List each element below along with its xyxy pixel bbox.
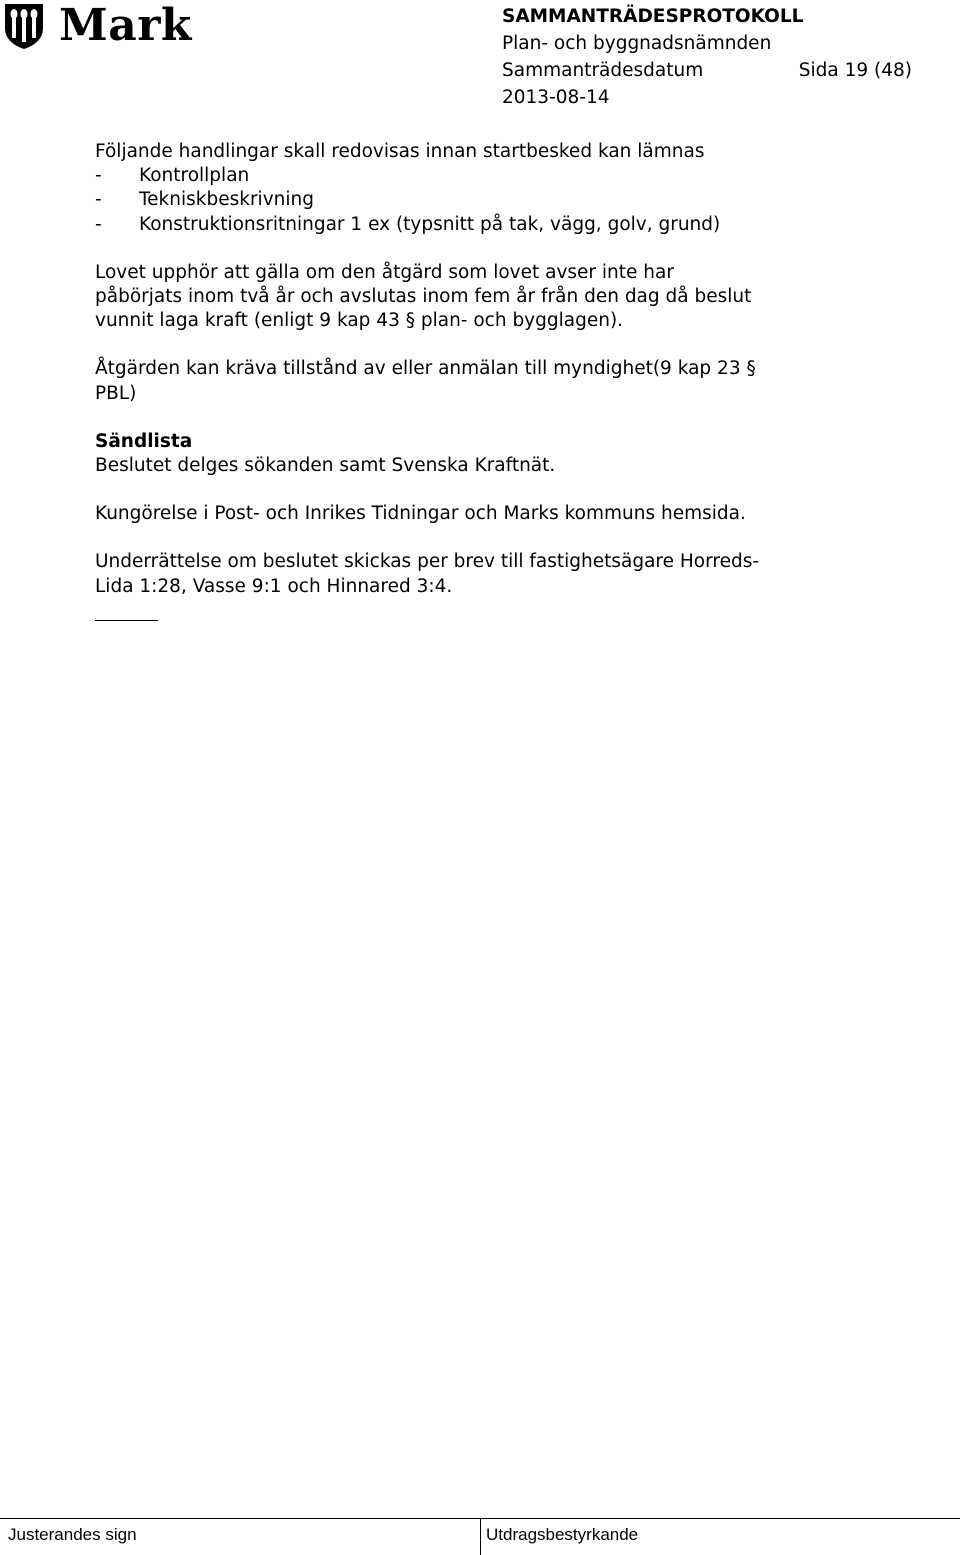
list-item (95, 164, 815, 188)
meeting-date: 2013-08-14 (502, 87, 610, 108)
required-documents-paragraph (95, 140, 815, 237)
list-item-text: Tekniskbeskrivning (139, 189, 314, 211)
announcement-paragraph (95, 502, 815, 526)
page-number: Sida 19 (48) (798, 60, 912, 81)
text-line: Lida 1:28, Vasse 9:1 och Hinnared 3:4. (95, 575, 453, 597)
permit-validity-paragraph (95, 261, 815, 334)
list-item-text: Kontrollplan (139, 165, 250, 187)
required-documents-intro: Följande handlingar skall redovisas innan startbesked kan lämnas (95, 141, 705, 162)
coat-of-arms-icon (3, 2, 45, 50)
document-body (95, 140, 815, 623)
document-type: SAMMANTRÄDESPROTOKOLL (502, 6, 804, 27)
text-line: Kungörelse i Post- och Inrikes Tidningar och Marks kommuns hemsida. (95, 503, 746, 525)
text-line: vunnit laga kraft (enligt 9 kap 43 § plan- och bygglagen). (95, 310, 624, 332)
footer-divider (480, 1519, 481, 1555)
meeting-date-label: Sammanträdesdatum (502, 60, 704, 81)
list-item (95, 188, 815, 212)
list-dash: - (95, 213, 102, 235)
text-line: Åtgärden kan kräva tillstånd av eller anmälan till myndighet(9 kap 23 § (95, 358, 756, 380)
text-line: Underrättelse om beslutet skickas per brev till fastighetsägare Horreds- (95, 551, 760, 573)
text-line: Lovet upphör att gälla om den åtgärd som lovet avser inte har (95, 261, 674, 283)
list-item-text: Konstruktionsritningar 1 ex (typsnitt på tak, vägg, golv, grund) (139, 213, 721, 235)
permit-notice-paragraph (95, 357, 815, 405)
municipality-logo (3, 2, 192, 50)
committee-name: Plan- och byggnadsnämnden (502, 33, 772, 54)
distribution-list-section (95, 430, 815, 478)
logo-wordmark: Mark (59, 0, 192, 51)
signature-footer (0, 1518, 960, 1555)
list-dash: - (95, 189, 102, 211)
notification-paragraph (95, 550, 815, 598)
end-of-section-rule (95, 620, 158, 621)
document-header (502, 3, 912, 111)
distribution-list-heading: Sändlista (95, 430, 193, 452)
header-date-row (502, 57, 912, 84)
text-line: påbörjats inom två år och avslutas inom fem år från den dag då beslut (95, 286, 752, 308)
text-line: PBL) (95, 382, 137, 404)
utdragsbestyrkande-label: Utdragsbestyrkande (486, 1525, 639, 1544)
list-item (95, 213, 815, 237)
distribution-list-text: Beslutet delges sökanden samt Svenska Kraftnät. (95, 455, 556, 477)
list-dash: - (95, 165, 102, 187)
justerandes-sign-label: Justerandes sign (8, 1525, 137, 1544)
